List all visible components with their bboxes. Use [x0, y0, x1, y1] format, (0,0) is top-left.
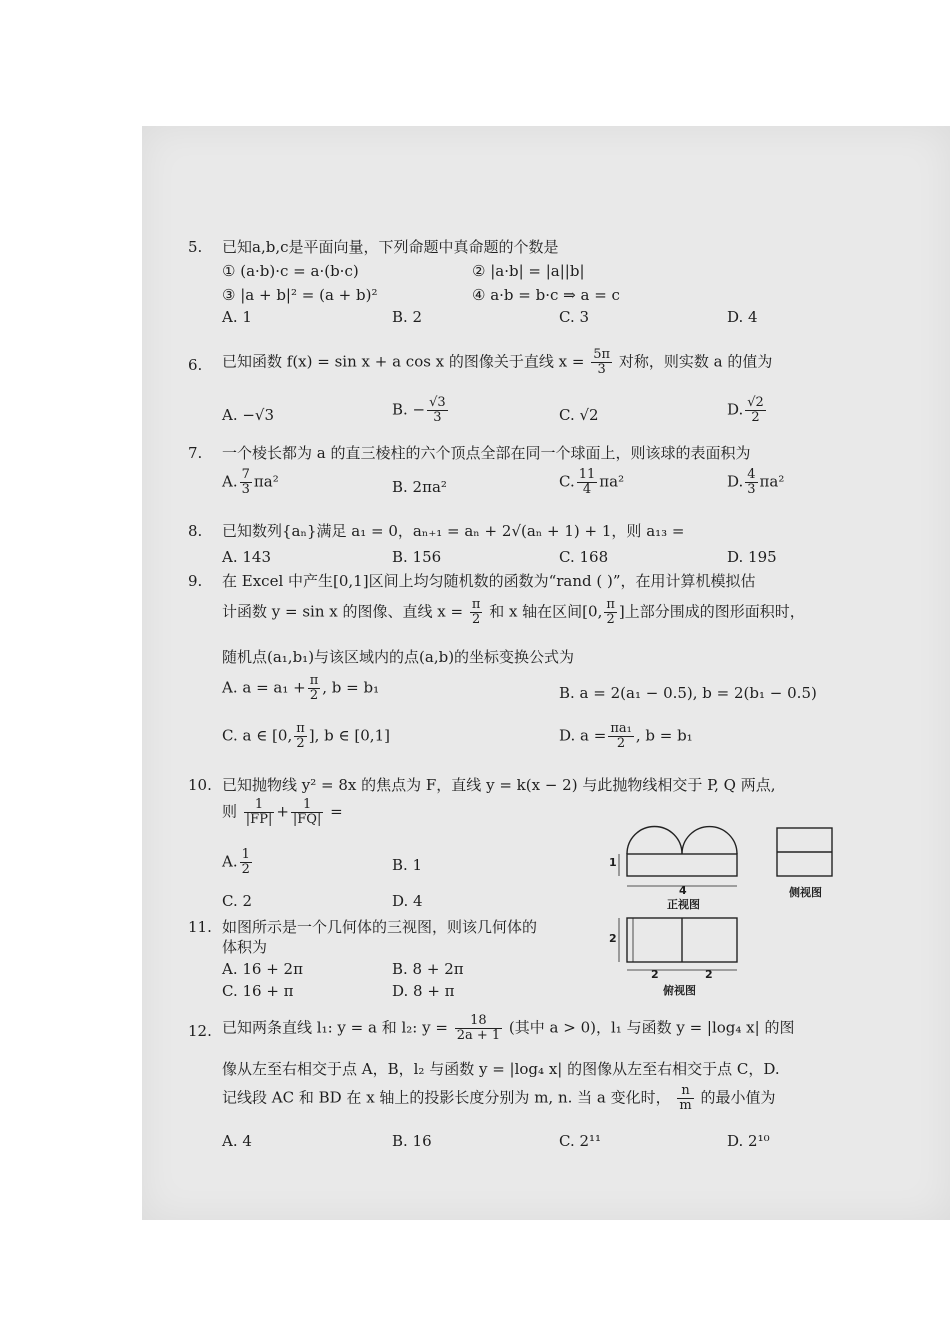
- option-b: B. 2πa²: [392, 478, 447, 496]
- side-view-label: 侧视图: [789, 886, 822, 899]
- front-view-label: 正视图: [667, 898, 700, 911]
- question-stem: 已知抛物线 y² = 8x 的焦点为 F，直线 y = k(x − 2) 与此抛物线相交于 P, Q 两点,: [222, 776, 776, 794]
- question-stem-part: 则: [222, 802, 238, 821]
- option-c: C. 2: [222, 892, 253, 910]
- proposition-2: ② |a·b| = |a||b|: [472, 262, 585, 280]
- option-b: B. − $\frac{√3}{3}$: [392, 395, 446, 425]
- dimension-label: 4: [679, 884, 687, 897]
- question-number: 6.: [188, 356, 203, 374]
- option-c: C. a ∈ [0, $\frac{\pi}{2}$ ], b ∈ [0,1]: [222, 721, 390, 751]
- proposition-3: ③ |a + b|² = (a + b)²: [222, 286, 378, 304]
- fraction: $\frac{\pi}{2}$: [606, 597, 615, 627]
- question-stem: 一个棱长都为 a 的直三棱柱的六个顶点全部在同一个球面上，则该球的表面积为: [222, 444, 751, 462]
- question-stem-part: (其中 a > 0)，l₁ 与函数 y = |log₄ x| 的图: [508, 1018, 795, 1037]
- fraction: $\frac{n}{m}$: [679, 1083, 692, 1113]
- option-c: C. 2¹¹: [559, 1132, 602, 1150]
- question-number: 12.: [188, 1022, 212, 1040]
- proposition-4: ④ a·b = b·c ⇒ a = c: [472, 286, 620, 304]
- option-a: A. 1: [222, 308, 252, 326]
- question-stem-part: ]上部分围成的图形面积时，: [618, 602, 805, 621]
- fraction: $\frac{\pi}{2}$: [471, 597, 481, 627]
- question-stem: 已知数列{aₙ}满足 a₁ = 0，aₙ₊₁ = aₙ + 2√(aₙ + 1) + 1，则 a₁₃ =: [222, 522, 685, 540]
- option-b: B. 1: [392, 856, 423, 874]
- option-b: B. 2: [392, 308, 423, 326]
- option-c: C. 168: [559, 548, 609, 566]
- option-b: B. 156: [392, 548, 442, 566]
- fraction: $\frac{1}{|FQ|}$: [292, 797, 322, 827]
- question-stem-line-1: 在 Excel 中产生[0,1]区间上均匀随机数的函数为“rand ( )”，在用计算机模拟估: [222, 572, 756, 590]
- question-stem-part: 计函数 y = sin x 的图像、直线 x =: [222, 602, 464, 621]
- question-9: [190, 570, 925, 770]
- option-a: A. $\frac{1}{2}$: [222, 847, 250, 877]
- question-number: 7.: [188, 444, 203, 462]
- option-d: D. a = $\frac{\text{πa₁}}{2}$ , b = b₁: [559, 721, 693, 751]
- question-11: [190, 916, 610, 1016]
- option-b: B. 8 + 2π: [392, 960, 464, 978]
- question-stem-line-2: 体积为: [222, 938, 268, 956]
- question-12: [190, 1014, 925, 1164]
- fraction: $\frac{1}{|FP|}$: [245, 797, 273, 827]
- question-stem-line-2: 像从左至右相交于点 A，B，l₂ 与函数 y = |log₄ x| 的图像从左至右相交于点 C，D.: [222, 1060, 780, 1078]
- front-view-arcs: [627, 827, 737, 855]
- option-d: D. $\frac{4}{3}$ πa²: [727, 467, 785, 497]
- option-c: C. 3: [559, 308, 590, 326]
- option-d: D. 195: [727, 548, 777, 566]
- question-stem: 已知a,b,c是平面向量，下列命题中真命题的个数是: [222, 238, 559, 256]
- option-d: D. 4: [392, 892, 423, 910]
- option-a: A. $\frac{7}{3}$ πa²: [222, 467, 279, 497]
- option-a: A. a = a₁ + $\frac{\pi}{2}$ , b = b₁: [222, 673, 380, 703]
- proposition-1: ① (a·b)·c = a·(b·c): [222, 262, 359, 280]
- top-view-label: 俯视图: [663, 984, 696, 997]
- question-stem-part: =: [330, 802, 343, 821]
- fraction: $\frac{18}{2a + 1}$: [456, 1013, 501, 1043]
- three-view-figure: [607, 820, 842, 1000]
- dimension-label: 2: [705, 968, 713, 981]
- option-c: C. $\frac{11}{4}$ πa²: [559, 467, 625, 497]
- option-d: D. 2¹⁰: [727, 1132, 770, 1150]
- question-stem-line-3: 随机点(a₁,b₁)与该区域内的点(a,b)的坐标变换公式为: [222, 648, 575, 666]
- option-a: A. 4: [222, 1132, 252, 1150]
- dimension-label: 2: [651, 968, 659, 981]
- question-stem-part: 对称，则实数 a 的值为: [618, 352, 773, 371]
- option-a: A. 143: [222, 548, 271, 566]
- question-8: [190, 520, 925, 570]
- question-5: [190, 236, 925, 336]
- front-view-box: [627, 854, 737, 876]
- option-d: D. 8 + π: [392, 982, 455, 1000]
- question-10: 10. 已知抛物线 y² = 8x 的焦点为 F，直线 y = k(x − 2) 与此抛物线相交于 P, Q 两点, 则 $\frac{1}{|FP|}$ + $\frac{1}{|FQ|}$ = A. $\frac{1}{2}$ B. 1 C. 2 D. 4: [190, 774, 610, 924]
- option-a: A. −√3: [222, 406, 275, 424]
- question-number: 8.: [188, 522, 203, 540]
- question-stem-part: 和 x 轴在区间[0,: [489, 602, 603, 621]
- exam-paper: [142, 126, 950, 1220]
- option-b: B. 16: [392, 1132, 432, 1150]
- dimension-label: 1: [609, 856, 617, 869]
- three-view-drawing: [607, 820, 842, 1000]
- option-c: C. 16 + π: [222, 982, 294, 1000]
- option-c: C. √2: [559, 406, 599, 424]
- question-number: 11.: [188, 918, 212, 936]
- question-7: [190, 442, 925, 514]
- question-stem-line-1: 如图所示是一个几何体的三视图，则该几何体的: [222, 918, 538, 936]
- question-6: [190, 348, 925, 438]
- option-d: D. 4: [727, 308, 758, 326]
- question-stem-part: 的最小值为: [700, 1088, 776, 1107]
- question-number: 5.: [188, 238, 203, 256]
- question-number: 9.: [188, 572, 203, 590]
- fraction: $\frac{5\pi}{3}$: [593, 347, 611, 377]
- question-stem-part: 记线段 AC 和 BD 在 x 轴上的投影长度分别为 m, n. 当 a 变化时，: [222, 1088, 671, 1107]
- option-b: B. a = 2(a₁ − 0.5), b = 2(b₁ − 0.5): [559, 684, 817, 702]
- option-d: D. $\frac{√2}{2}$: [727, 395, 764, 425]
- question-stem-part: 已知两条直线 l₁: y = a 和 l₂: y =: [222, 1018, 448, 1037]
- question-number: 10.: [188, 776, 212, 794]
- question-stem-part: 已知函数 f(x) = sin x + a cos x 的图像关于直线 x =: [222, 352, 585, 371]
- dimension-label: 2: [609, 932, 617, 945]
- option-a: A. 16 + 2π: [222, 960, 303, 978]
